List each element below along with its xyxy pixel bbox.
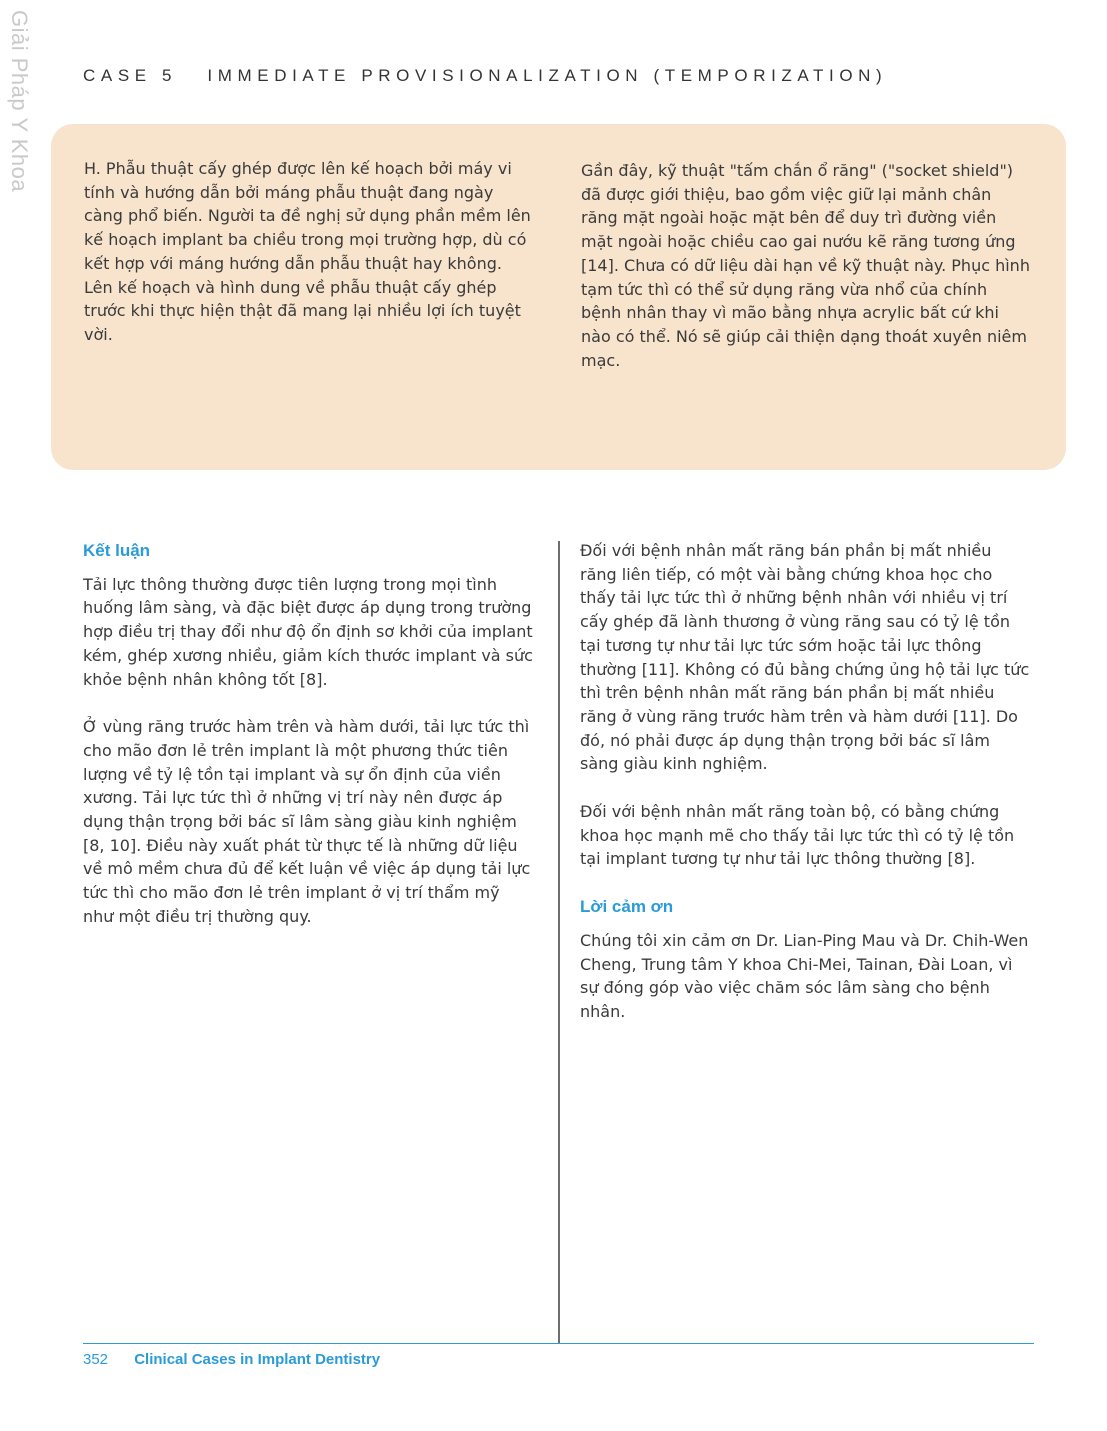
running-header (83, 66, 887, 86)
conclusion-paragraph-2: Ở vùng răng trước hàm trên và hàm dưới, tải lực tức thì cho mão đơn lẻ trên implant là một phương thức tiên lượng về tỷ lệ tồn tại implant và sự ổn định của viền xương. Tải lực tức thì ở những vị trí này nên được áp dụng thận trọng bởi bác sĩ lâm sàng giàu kinh nghiệm [8, 10]. Điều này xuất phát từ thực tế là những dữ liệu về mô mềm chưa đủ để kết luận về việc áp dụng tải lực tức thì cho mão đơn lẻ trên implant ở vị trí thẩm mỹ như một điều trị thường quy. (83, 717, 531, 926)
page-number: 352 (83, 1351, 109, 1368)
column-divider (558, 541, 560, 1344)
chapter-title: IMMEDIATE PROVISIONALIZATION (TEMPORIZATION) (207, 66, 888, 85)
acknowledgement-paragraph: Chúng tôi xin cảm ơn Dr. Lian-Ping Mau và Dr. Chih-Wen Cheng, Trung tâm Y khoa Chi-Mei, Tainan, Đài Loan, vì sự đóng góp vào việc chăm sóc lâm sàng cho bệnh nhân. (580, 930, 1029, 1021)
conclusion-heading: Kết luận (83, 541, 151, 560)
highlight-box (51, 124, 1066, 470)
case-label: CASE 5 (83, 66, 178, 85)
watermark: Giải Pháp Y Khoa (7, 10, 32, 193)
right-paragraph-2: Đối với bệnh nhân mất răng toàn bộ, có bằng chứng khoa học mạnh mẽ cho thấy tải lực tức thì có tỷ lệ tồn tại implant tương tự như tải lực thông thường [8]. (580, 802, 1015, 869)
left-column (83, 539, 533, 929)
box-left-paragraph: H. Phẫu thuật cấy ghép được lên kế hoạch bởi máy vi tính và hướng dẫn bởi máng phẫu thuật đang ngày càng phổ biến. Người ta đề nghị sử dụng phần mềm lên kế hoạch implant ba chiều trong mọi trường hợp, dù có kết hợp với máng hướng dẫn phẫu thuật hay không. Lên kế hoạch và hình dung về phẫu thuật cấy ghép trước khi thực hiện thật đã mang lại nhiều lợi ích tuyệt vời. (84, 159, 531, 344)
acknowledgement-heading: Lời cảm ơn (580, 897, 674, 917)
page-footer (83, 1351, 380, 1368)
book-title: Clinical Cases in Implant Dentistry (134, 1351, 381, 1368)
right-column (580, 539, 1030, 1024)
box-left-column (84, 157, 534, 347)
box-right-paragraph: Gần đây, kỹ thuật "tấm chắn ổ răng" ("socket shield") đã được giới thiệu, bao gồm việc giữ lại mảnh chân răng mặt ngoài hoặc mặt bên để duy trì đường viền mặt ngoài hoặc chiều cao gai nướu kẽ răng tương ứng [14]. Chưa có dữ liệu dài hạn về kỹ thuật này. Phục hình tạm tức thì có thể sử dụng răng vừa nhổ của chính bệnh nhân thay vì mão bằng nhựa acrylic bất cứ khi nào có thể. Nó sẽ giúp cải thiện dạng thoát xuyên niêm mạc. (581, 161, 1030, 370)
footer-rule (83, 1343, 1034, 1344)
box-right-column (581, 159, 1031, 372)
right-paragraph-1: Đối với bệnh nhân mất răng bán phần bị mất nhiều răng liên tiếp, có một vài bằng chứng khoa học cho thấy tải lực tức thì ở những bệnh nhân với nhiều vị trí cấy ghép đã lành thương ở vùng răng sau có tỷ lệ tồn tại tương tự như tải lực tức sớm hoặc tải lực thông thường [11]. Không có đủ bằng chứng ủng hộ tải lực tức thì trên bệnh nhân mất răng bán phần bị mất nhiều răng ở vùng răng trước hàm trên và hàm dưới [11]. Do đó, nó phải được áp dụng thận trọng bởi bác sĩ lâm sàng giàu kinh nghiệm. (580, 541, 1030, 774)
conclusion-paragraph-1: Tải lực thông thường được tiên lượng trong mọi tình huống lâm sàng, và đặc biệt được áp dụng trong trường hợp điều trị thay đổi như độ ổn định sơ khởi của implant kém, ghép xương nhiều, giảm kích thước implant và sức khỏe bệnh nhân không tốt [8]. (83, 574, 533, 689)
